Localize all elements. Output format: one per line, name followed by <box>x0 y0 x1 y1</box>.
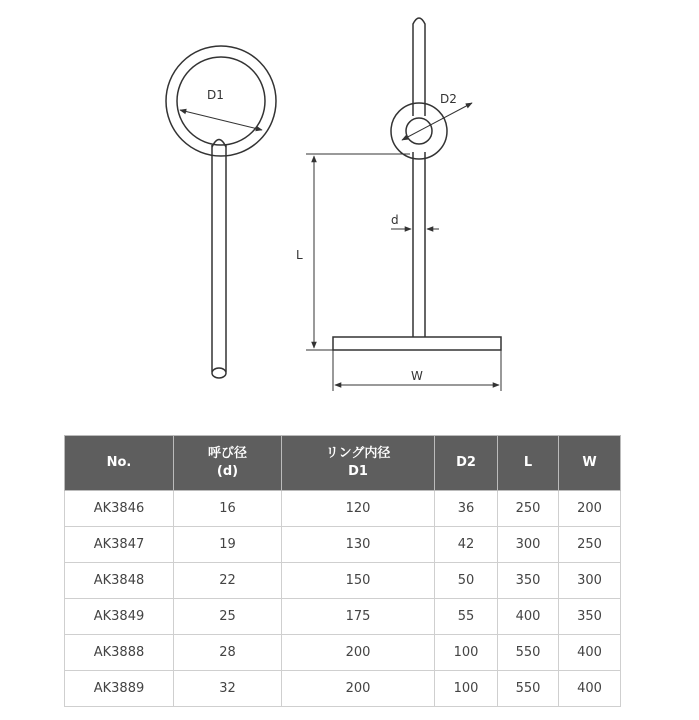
d1-dimension-line <box>180 110 262 130</box>
cell-d2: 55 <box>435 599 498 635</box>
cell-no: AK3846 <box>65 491 174 527</box>
cell-d: 22 <box>174 563 282 599</box>
cell-w: 300 <box>559 563 621 599</box>
cell-d1: 200 <box>282 671 435 707</box>
cell-d2: 36 <box>435 491 498 527</box>
table-row <box>65 671 621 707</box>
cell-d1: 175 <box>282 599 435 635</box>
cell-l: 550 <box>498 635 559 671</box>
table-row <box>65 563 621 599</box>
cell-d: 25 <box>174 599 282 635</box>
cell-d1: 120 <box>282 491 435 527</box>
cell-d1: 150 <box>282 563 435 599</box>
d1-label: D1 <box>207 88 224 102</box>
cell-no: AK3847 <box>65 527 174 563</box>
ring-pin-side-view <box>296 18 501 391</box>
header-ring-inner-diameter: リング内径 D1 <box>282 436 435 491</box>
cell-no: AK3888 <box>65 635 174 671</box>
cell-no: AK3849 <box>65 599 174 635</box>
header-w: W <box>559 436 621 491</box>
cell-w: 250 <box>559 527 621 563</box>
cell-no: AK3848 <box>65 563 174 599</box>
cell-d2: 42 <box>435 527 498 563</box>
table-header-row <box>65 436 621 491</box>
cell-d1: 200 <box>282 635 435 671</box>
table-row <box>65 527 621 563</box>
base-plate <box>333 337 501 350</box>
cell-l: 400 <box>498 599 559 635</box>
spec-table <box>64 435 621 707</box>
cell-d2: 100 <box>435 635 498 671</box>
cell-l: 350 <box>498 563 559 599</box>
table-row <box>65 635 621 671</box>
cell-d: 19 <box>174 527 282 563</box>
table-row <box>65 599 621 635</box>
cell-w: 400 <box>559 671 621 707</box>
cell-d: 32 <box>174 671 282 707</box>
cell-d2: 100 <box>435 671 498 707</box>
d-label: d <box>391 213 399 227</box>
cell-d: 16 <box>174 491 282 527</box>
cell-l: 550 <box>498 671 559 707</box>
cell-w: 400 <box>559 635 621 671</box>
ring-pin-front-view <box>166 46 276 378</box>
cell-l: 250 <box>498 491 559 527</box>
l-label: L <box>296 248 303 262</box>
cell-no: AK3889 <box>65 671 174 707</box>
header-d2: D2 <box>435 436 498 491</box>
cell-w: 350 <box>559 599 621 635</box>
d2-label: D2 <box>440 92 457 106</box>
cell-d2: 50 <box>435 563 498 599</box>
cell-d1: 130 <box>282 527 435 563</box>
header-nominal-diameter: 呼び径 (d) <box>174 436 282 491</box>
cell-d: 28 <box>174 635 282 671</box>
w-label: W <box>411 369 423 383</box>
cell-w: 200 <box>559 491 621 527</box>
header-no: No. <box>65 436 174 491</box>
cell-l: 300 <box>498 527 559 563</box>
table-row <box>65 491 621 527</box>
header-l: L <box>498 436 559 491</box>
